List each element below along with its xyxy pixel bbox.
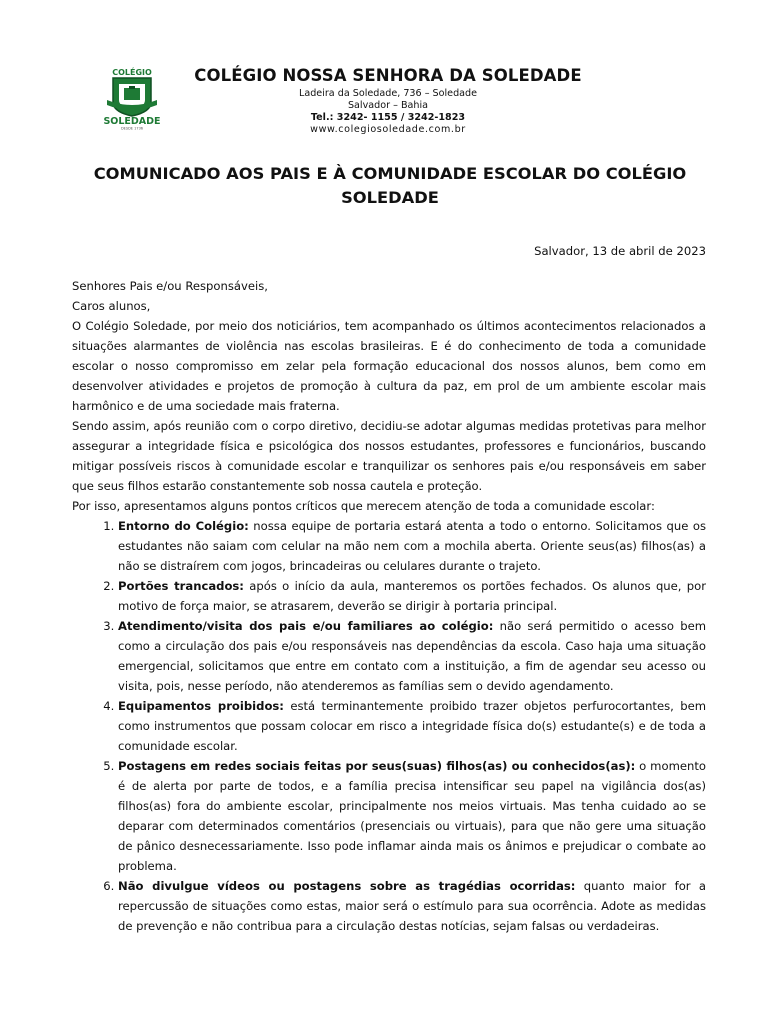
- website: www.colegiosoledade.com.br: [310, 124, 466, 135]
- paragraph-measures: Sendo assim, após reunião com o corpo diretivo, decidiu-se adotar algumas medidas protetivas para melhor assegurar a integridade física e psicológica dos nossos estudantes, professores e funcionários, buscando mitigar possíveis riscos à comunidade escolar e tranquilizar os senhores pais e/ou responsáveis em saber que seus filhos estarão constantemente sob nossa cautela e proteção.: [72, 419, 706, 493]
- list-item-text: o momento é de alerta por parte de todos, e a família precisa intensificar seu papel na vigilância dos(as) filhos(as) fora do ambiente escolar, principalmente nos meios virtuais. Mas tenha cuidado ao se deparar com determinados comentários (presenciais ou virtuais), para que não gere uma situação de pânico desnecessariamente. Isso pode inflamar ainda mais os ânimos e prejudicar o combate ao problema.: [118, 759, 706, 873]
- list-item-heading: Atendimento/visita dos pais e/ou familiares ao colégio:: [118, 619, 494, 633]
- list-item-text: nossa equipe de portaria estará atenta a todo o entorno. Solicitamos que os estudantes não saiam com celular na mão nem com a mochila aberta. Oriente seus(as) filhos(as) a não se distraírem com jogos, brincadeiras ou celulares durante o trajeto.: [118, 519, 706, 573]
- list-item-heading: Entorno do Colégio:: [118, 519, 249, 533]
- list-item-text: está terminantemente proibido trazer objetos perfurocortantes, bem como instrumentos que possam colocar em risco a integridade física do(s) estudante(s) e de toda a comunidade escolar.: [118, 699, 706, 753]
- school-logo: [103, 66, 161, 130]
- list-item-heading: Equipamentos proibidos:: [118, 699, 284, 713]
- paragraph-intro: O Colégio Soledade, por meio dos noticiários, tem acompanhado os últimos acontecimentos relacionados a situações alarmantes de violência nas escolas brasileiras. E é do conhecimento de toda a comunidade escolar o nosso compromisso em zelar pela formação educacional dos nossos alunos, bem como em desenvolver atividades e projetos de promoção à cultura da paz, em prol de um ambiente escolar mais harmônico e de uma sociedade mais fraterna.: [72, 319, 706, 413]
- list-item: [118, 756, 706, 876]
- letter-body: [72, 276, 706, 936]
- list-item-text: após o início da aula, manteremos os portões fechados. Os alunos que, por motivo de força maior, se atrasarem, deverão se dirigir à portaria principal.: [118, 579, 707, 613]
- document-date: Salvador, 13 de abril de 2023: [534, 244, 706, 258]
- list-item-heading: Portões trancados:: [118, 579, 244, 593]
- list-item: [118, 616, 706, 696]
- logo-text-bottom: SOLEDADE: [103, 116, 161, 127]
- list-item-text: não será permitido o acesso bem como a circulação dos pais e/ou responsáveis nas dependências da escola. Caso haja uma situação emergencial, solicitamos que entre em contato com a instituição, a fim de agendar seu acesso ou visita, pois, nesse período, não atenderemos as famílias sem o devido agendamento.: [118, 619, 707, 693]
- phone-numbers: Tel.: 3242- 1155 / 3242-1823: [310, 112, 466, 123]
- list-item: [118, 876, 706, 936]
- address-line-1: Ladeira da Soledade, 736 – Soledade: [298, 88, 478, 99]
- list-item: [118, 516, 706, 576]
- logo-text-top: COLÉGIO: [112, 68, 152, 77]
- greeting-students: Caros alunos,: [72, 299, 151, 313]
- school-name: COLÉGIO NOSSA SENHORA DA SOLEDADE: [194, 66, 582, 85]
- address-line-2: Salvador – Bahia: [347, 100, 429, 111]
- paragraph-points-intro: Por isso, apresentamos alguns pontos críticos que merecem atenção de toda a comunidade escolar:: [72, 499, 655, 513]
- list-item-heading: Não divulgue vídeos ou postagens sobre as tragédias ocorridas:: [118, 879, 576, 893]
- logo-caption: DESDE 1736: [120, 126, 144, 130]
- list-item-heading: Postagens em redes sociais feitas por seus(suas) filhos(as) ou conhecidos(as):: [118, 759, 636, 773]
- list-item-text: quanto maior for a repercussão de situações como estas, maior será o estímulo para sua ocorrência. Adote as medidas de prevenção e não contribua para a circulação destas notícias, sejam falsas ou verdadeiras.: [118, 879, 706, 933]
- document-title: COMUNICADO AOS PAIS E À COMUNIDADE ESCOLAR DO COLÉGIO SOLEDADE: [93, 164, 687, 207]
- greeting-parents: Senhores Pais e/ou Responsáveis,: [72, 279, 268, 293]
- list-item: [118, 576, 706, 616]
- critical-points-list: [72, 516, 706, 936]
- list-item: [118, 696, 706, 756]
- letterhead: [160, 66, 616, 136]
